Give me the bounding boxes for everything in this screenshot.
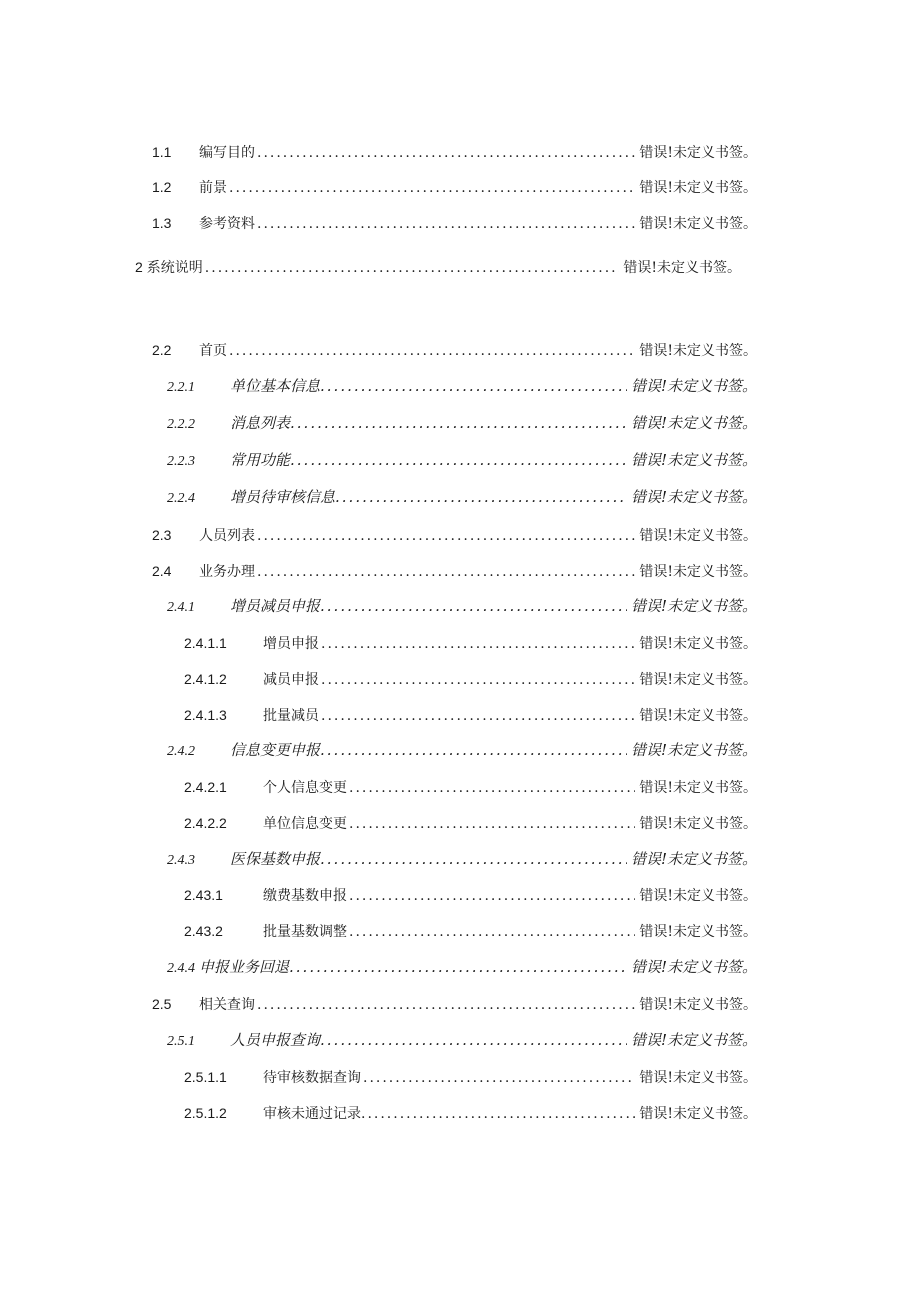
- toc-entry-2-2-4[interactable]: [167, 488, 757, 508]
- toc-entry-2-3[interactable]: [152, 526, 757, 545]
- toc-number: 2.5.1.1: [184, 1069, 227, 1085]
- toc-page-ref: 错误!未定义书签。: [639, 816, 757, 832]
- toc-number: 2: [135, 259, 143, 275]
- toc-leader: [257, 215, 635, 233]
- toc-entry-2[interactable]: [135, 258, 741, 277]
- toc-entry-2-43-1[interactable]: [184, 886, 757, 905]
- toc-leader: [327, 850, 627, 868]
- toc-entry-2-5-1[interactable]: [167, 1031, 757, 1051]
- toc-title: 缴费基数申报: [263, 888, 347, 904]
- toc-number: 2.5.1.2: [184, 1105, 227, 1121]
- toc-leader: [296, 958, 627, 976]
- toc-title: 批量基数调整: [263, 924, 347, 940]
- toc-title: 首页: [199, 343, 227, 359]
- toc-number: 2.4.3: [167, 853, 195, 868]
- toc-entry-2-4-2[interactable]: [167, 741, 757, 761]
- toc-number: 2.3: [152, 527, 172, 543]
- toc-leader: [327, 377, 627, 395]
- toc-number: 1.1: [152, 144, 172, 160]
- toc-page-ref: 错误!未定义书签。: [639, 636, 757, 652]
- toc-title: 消息列表.: [230, 414, 295, 432]
- toc-page-ref: 错误!未定义书签。: [639, 997, 757, 1013]
- toc-title: 相关查询: [199, 997, 255, 1013]
- toc-entry-2-4-1[interactable]: [167, 597, 757, 617]
- toc-page-ref: 错误!未定义书签。: [639, 564, 757, 580]
- toc-title: 系统说明: [146, 260, 203, 276]
- toc-page-ref: 错误!未定义书签。: [623, 260, 741, 276]
- toc-number: 2.2: [152, 342, 172, 358]
- toc-page-ref: 错误!未定义书签。: [639, 343, 757, 359]
- toc-entry-2-2-1[interactable]: [167, 377, 757, 397]
- toc-leader: [257, 996, 635, 1014]
- toc-title: 增员减员申报.: [230, 597, 325, 615]
- toc-entry-2-4-2-2[interactable]: [184, 814, 757, 833]
- toc-entry-2-4-1-1[interactable]: [184, 634, 757, 653]
- toc-title: 减员申报: [263, 672, 319, 688]
- toc-title: 编写目的: [199, 145, 255, 161]
- toc-leader: [349, 779, 635, 797]
- toc-entry-2-4-3[interactable]: [167, 850, 757, 870]
- toc-leader: [205, 259, 620, 277]
- toc-page-ref: 错误!未定义书签。: [639, 672, 757, 688]
- toc-page-ref: 错误!未定义书签。: [630, 850, 757, 868]
- toc-title: 常用功能.: [230, 451, 295, 469]
- toc-entry-1-1[interactable]: [152, 143, 757, 162]
- toc-leader: [321, 707, 635, 725]
- toc-title: 单位基本信息.: [230, 377, 325, 395]
- toc-page-ref: 错误!未定义书签。: [630, 597, 757, 615]
- toc-leader: [349, 887, 635, 905]
- toc-leader: [229, 179, 635, 197]
- toc-page-ref: 错误!未定义书签。: [639, 216, 757, 232]
- toc-leader: [257, 563, 635, 581]
- toc-entry-2-2-2[interactable]: [167, 414, 757, 434]
- toc-number: 2.2.4: [167, 491, 195, 506]
- toc-number: 2.4.2.2: [184, 815, 227, 831]
- toc-entry-2-4-2-1[interactable]: [184, 778, 757, 797]
- toc-leader: [297, 451, 627, 469]
- toc-page-ref: 错误!未定义书签。: [630, 741, 757, 759]
- toc-page-ref: 错误!未定义书签。: [630, 414, 757, 432]
- toc-title: 增员待审核信息.: [230, 488, 340, 506]
- toc-page-ref: 错误!未定义书签。: [630, 377, 757, 395]
- toc-number: 1.2: [152, 179, 172, 195]
- toc-entry-2-2-3[interactable]: [167, 451, 757, 471]
- toc-leader: [321, 671, 635, 689]
- toc-page-ref: 错误!未定义书签。: [630, 451, 757, 469]
- toc-title: 待审核数据查询: [263, 1070, 361, 1086]
- toc-page-ref: 错误!未定义书签。: [639, 180, 757, 196]
- toc-page-ref: 错误!未定义书签。: [639, 1070, 757, 1086]
- toc-title: 增员申报: [263, 636, 319, 652]
- toc-entry-1-2[interactable]: [152, 178, 757, 197]
- toc-number: 2.4.2: [167, 744, 195, 759]
- toc-number: 2.2.2: [167, 417, 195, 432]
- toc-title: 审核未通过记录.: [263, 1106, 366, 1122]
- toc-page-ref: 错误!未定义书签。: [639, 924, 757, 940]
- toc-number: 2.2.1: [167, 380, 195, 395]
- toc-page-ref: 错误!未定义书签。: [639, 528, 757, 544]
- toc-number: 2.4.1: [167, 600, 195, 615]
- toc-number: 1.3: [152, 215, 172, 231]
- toc-leader: [257, 144, 635, 162]
- toc-leader: [349, 923, 635, 941]
- toc-leader: [342, 488, 627, 506]
- toc-page-ref: 错误!未定义书签。: [639, 888, 757, 904]
- toc-entry-2-5-1-2[interactable]: [184, 1104, 757, 1123]
- toc-page-ref: 错误!未定义书签。: [639, 1106, 757, 1122]
- toc-page-ref: 错误!未定义书签。: [639, 145, 757, 161]
- toc-number: 2.4.1.2: [184, 671, 227, 687]
- toc-number: 2.4.2.1: [184, 779, 227, 795]
- toc-number: 2.4.1.1: [184, 635, 227, 651]
- toc-leader: [349, 815, 635, 833]
- toc-leader: [363, 1069, 635, 1087]
- toc-entry-2-4[interactable]: [152, 562, 757, 581]
- toc-title: 信息变更申报.: [230, 741, 325, 759]
- toc-title: 业务办理: [199, 564, 255, 580]
- toc-entry-2-4-1-3[interactable]: [184, 706, 757, 725]
- toc-page-ref: 错误!未定义书签。: [630, 958, 757, 976]
- toc-leader: [257, 527, 635, 545]
- toc-leader: [229, 342, 635, 360]
- toc-number: 2.5: [152, 996, 172, 1012]
- toc-title: 前景: [199, 180, 227, 196]
- toc-number: 2.2.3: [167, 454, 195, 469]
- toc-leader: [327, 597, 627, 615]
- toc-title: 人员申报查询.: [230, 1031, 325, 1049]
- toc-number: 2.4.4: [167, 961, 195, 976]
- toc-page-ref: 错误!未定义书签。: [630, 488, 757, 506]
- toc-title: 申报业务回退.: [199, 958, 294, 976]
- toc-title: 单位信息变更: [263, 816, 347, 832]
- toc-entry-1-3[interactable]: [152, 214, 757, 233]
- toc-number: 2.4: [152, 563, 172, 579]
- toc-title: 批量减员: [263, 708, 319, 724]
- toc-entry-2-2[interactable]: [152, 341, 757, 360]
- toc-leader: [327, 741, 627, 759]
- toc-page-ref: 错误!未定义书签。: [630, 1031, 757, 1049]
- toc-title: 医保基数申报.: [230, 850, 325, 868]
- toc-title: 参考资料: [199, 216, 255, 232]
- toc-page-ref: 错误!未定义书签。: [639, 780, 757, 796]
- toc-entry-2-4-1-2[interactable]: [184, 670, 757, 689]
- toc-leader: [321, 635, 635, 653]
- toc-number: 2.43.1: [184, 887, 223, 903]
- toc-number: 2.43.2: [184, 923, 223, 939]
- toc-number: 2.4.1.3: [184, 707, 227, 723]
- toc-entry-2-43-2[interactable]: [184, 922, 757, 941]
- toc-entry-2-4-4[interactable]: [167, 958, 757, 978]
- toc-leader: [367, 1105, 635, 1123]
- toc-page-ref: 错误!未定义书签。: [639, 708, 757, 724]
- toc-number: 2.5.1: [167, 1034, 195, 1049]
- toc-entry-2-5[interactable]: [152, 995, 757, 1014]
- toc-leader: [297, 414, 627, 432]
- toc-title: 个人信息变更: [263, 780, 347, 796]
- toc-leader: [327, 1031, 627, 1049]
- toc-entry-2-5-1-1[interactable]: [184, 1068, 757, 1087]
- toc-title: 人员列表: [199, 528, 255, 544]
